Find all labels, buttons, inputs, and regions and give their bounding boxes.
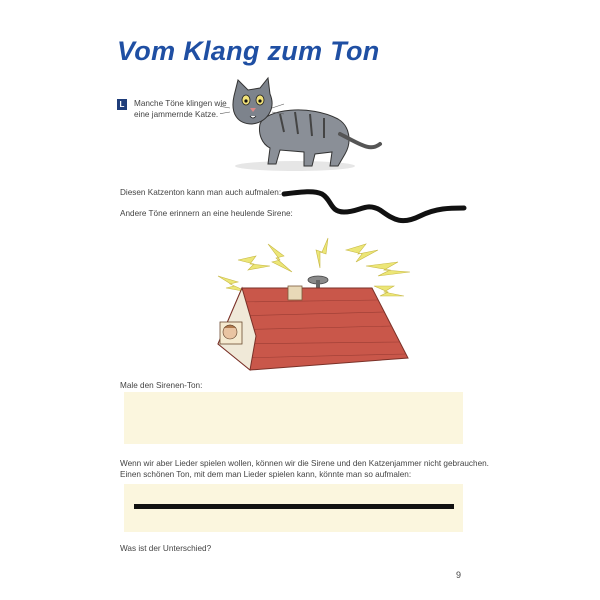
cat-caption-line-1: Manche Töne klingen wie (134, 99, 227, 108)
house-siren-illustration (198, 236, 418, 376)
cat-caption-line-2: eine jammernde Katze. (134, 110, 219, 119)
songs-text-line-2: Einen schönen Ton, mit dem man Lieder spielen kann, könnte man so aufmalen: (120, 470, 412, 479)
cat-illustration (220, 74, 390, 174)
siren-drawing-area[interactable] (124, 392, 463, 444)
tone-drawing-area (124, 484, 463, 532)
straight-tone-line (134, 504, 454, 509)
siren-intro-text: Andere Töne erinnern an eine heulende Sirene: (120, 209, 293, 218)
songs-text-line-1: Wenn wir aber Lieder spielen wollen, können wir die Sirene und den Katzenjammer nicht gebrauchen. (120, 459, 489, 468)
siren-prompt-text: Male den Sirenen-Ton: (120, 381, 203, 390)
cat-tone-text: Diesen Katzenton kann man auch aufmalen: (120, 188, 282, 197)
cat-tone-line (280, 186, 470, 228)
section-badge: L (117, 99, 127, 110)
page-title: Vom Klang zum Ton (117, 36, 380, 66)
question-text: Was ist der Unterschied? (120, 544, 212, 553)
page-number: 9 (456, 570, 462, 580)
cat-caption (134, 98, 227, 120)
